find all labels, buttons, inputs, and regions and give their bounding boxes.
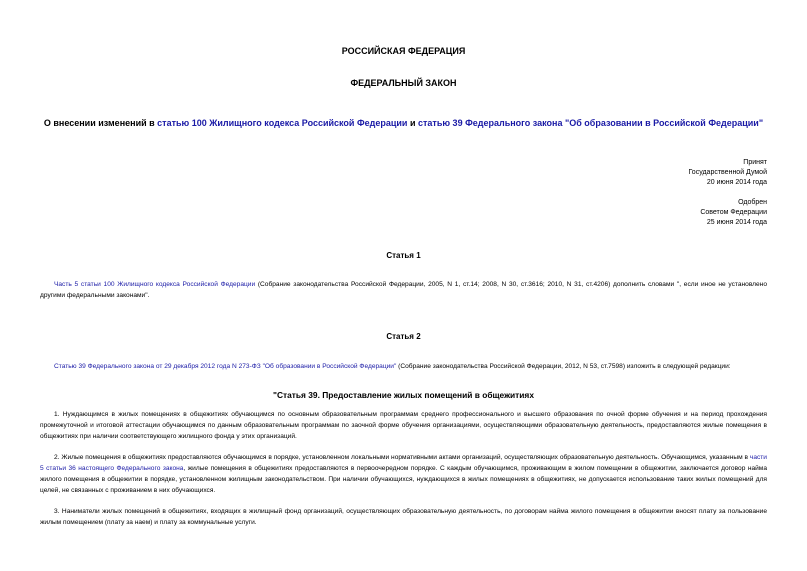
article-39-point-2 [40,452,767,496]
law-title [0,118,807,128]
approved-date: 25 июня 2014 года [706,219,767,226]
title-prefix: О внесении изменений в [43,118,158,128]
adopted-date: 20 июня 2014 года [706,179,767,186]
article-39-title: "Статья 39. Предоставление жилых помещений в общежитиях [273,390,534,400]
point-2-pre: 2. Жилые помещения в общежитиях предоставляются обучающимся в порядке, установленном локальными нормативными актами организаций, осуществляющих образовательную деятельность. Обучающимся, указанным в [54,454,750,461]
approved-body: Советом Федерации [700,209,767,216]
point-2-post: , жилые помещения в общежитиях предоставляются в первоочередном порядке. С каждым обучающимся, проживающим в жилом помещении в общежитии, заключается договор найма жилого помещения в общежитии в порядке, установленном жилищным законодательством. При наличии обучающихся, нуждающихся в жилых помещениях в общежитиях, не допускается использование таких жилых помещений для целей, не связанных с проживанием в них обучающихся. [40,465,768,494]
law-type-heading: ФЕДЕРАЛЬНЫЙ ЗАКОН [350,78,457,88]
article-1-heading: Статья 1 [386,251,421,260]
adopted-block [688,158,767,188]
article-1-link[interactable]: Часть 5 статьи 100 Жилищного кодекса Российской Федерации [54,281,256,288]
approved-label: Одобрен [738,199,767,206]
article-2-heading: Статья 2 [386,332,421,341]
adopted-label: Принят [743,159,767,166]
title-connector: и [407,118,419,128]
article-2-link[interactable]: Статью 39 Федерального закона от 29 декабря 2012 года N 273-ФЗ "Об образовании в Российской Федерации" [54,363,397,370]
article-2-text [40,361,767,372]
article-39-point-1: 1. Нуждающимся в жилых помещениях в общежитиях обучающимся по основным образовательным программам среднего профессионального и высшего образования по очной форме обучения и на период прохождения промежуточной и итоговой аттестации обучающимся по данным образовательным программам по заочной форме обучения организациями, осуществляющими образовательную деятельность, предоставляются жилые помещения в общежитиях при наличии соответствующего жилищного фонда у этих организаций. [40,411,767,440]
title-link-education-law[interactable]: статью 39 Федерального закона "Об образовании в Российской Федерации" [418,118,764,128]
point-2-link[interactable]: части 5 статьи 36 настоящего Федерального закона [40,454,767,472]
article-2-body: (Собрание законодательства Российской Федерации, 2012, N 53, ст.7598) изложить в следующей редакции: [396,363,731,370]
country-heading: РОССИЙСКАЯ ФЕДЕРАЦИЯ [341,46,466,56]
article-39-point-3: 3. Наниматели жилых помещений в общежитиях, входящих в жилищный фонд организаций, осуществляющих образовательную деятельность, по договорам найма жилого помещения в общежитии вносят плату за пользование жилым помещением (плату за наем) и плату за коммунальные услуги. [40,508,767,526]
approved-block [700,198,767,228]
title-link-housing-code[interactable]: статью 100 Жилищного кодекса Российской Федерации [157,118,408,128]
adopted-body: Государственной Думой [688,169,767,176]
article-1-body: (Собрание законодательства Российской Федерации, 2005, N 1, ст.14; 2008, N 30, ст.3616; 2010, N 31, ст.4206) дополнить словами ", если иное не установлено другими федеральными законами". [40,281,767,299]
article-1-text [40,279,767,301]
